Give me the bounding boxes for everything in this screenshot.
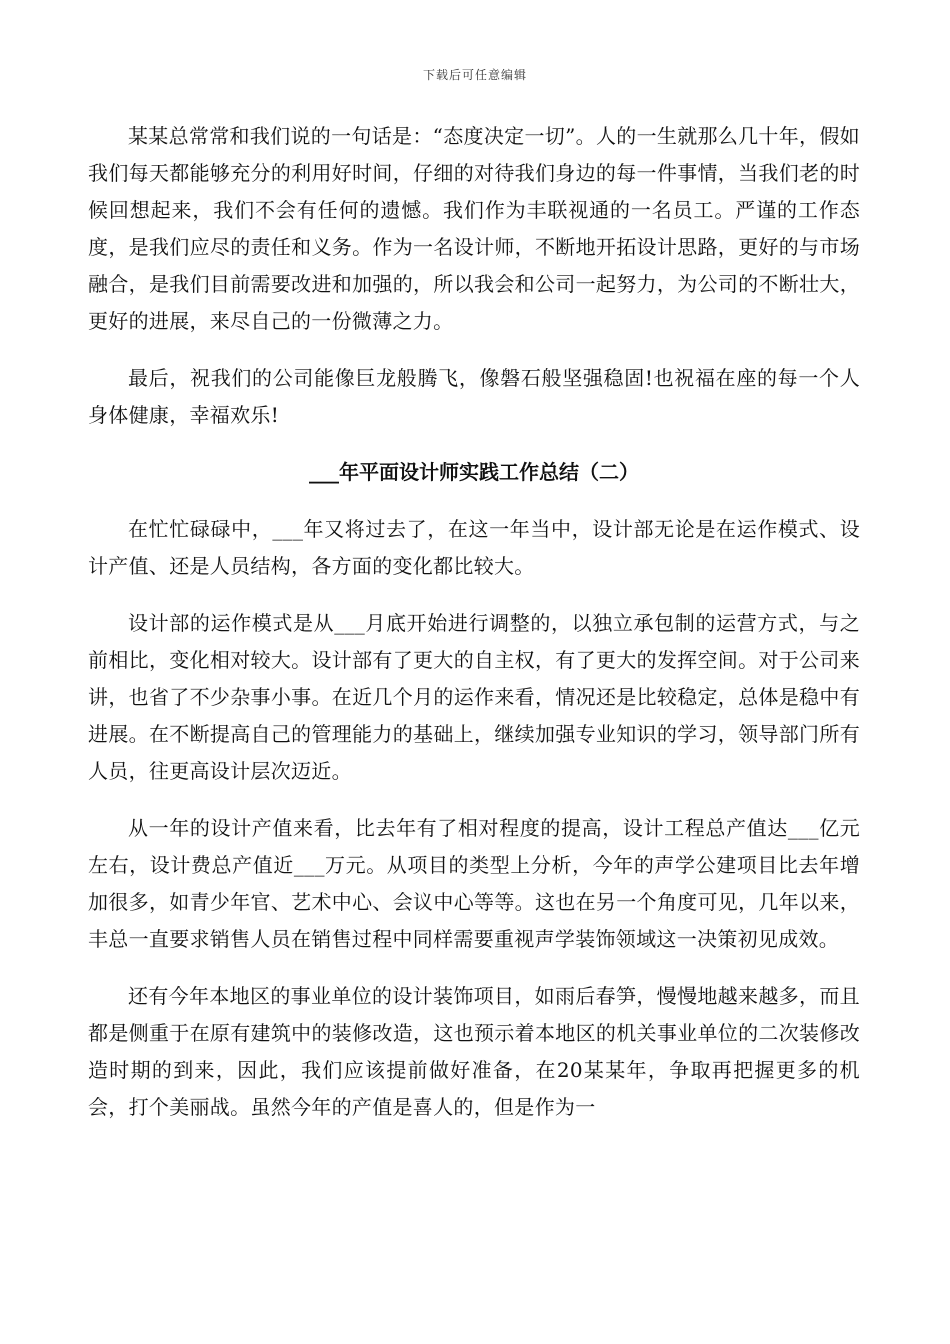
page-header: 下载后可任意编辑 bbox=[422, 68, 527, 82]
document-body bbox=[88, 118, 860, 1146]
paragraph-attitude: 某某总常常和我们说的一句话是：“态度决定一切”。人的一生就那么几十年，假如我们每天都能够充分的利用好时间，仔细的对待我们身边的每一件事情，当我们老的时候回想起来，我们不会有任何的遗憾。我们作为丰联视通的一名员工。严谨的工作态度，是我们应尽的责任和义务。作为一名设计师，不断地开拓设计思路，更好的与市场融合，是我们目前需要改进和加强的，所以我会和公司一起努力，为公司的不断壮大，更好的进展，来尽自己的一份微薄之力。 bbox=[88, 124, 860, 333]
section-title: ___年平面设计师实践工作总结（二） bbox=[309, 460, 639, 484]
paragraph-public-projects: 还有今年本地区的事业单位的设计装饰项目，如雨后春笋，慢慢地越来越多，而且都是侧重于在原有建筑中的装修改造，这也预示着本地区的机关事业单位的二次装修改造时期的到来，因此，我们应该提前做好准备，在20某某年，争取再把握更多的机会，打个美丽战。虽然今年的产值是喜人的，但是作为一 bbox=[88, 984, 860, 1119]
paragraph-operation-mode: 设计部的运作模式是从___月底开始进行调整的，以独立承包制的运营方式，与之前相比，变化相对较大。设计部有了更大的自主权，有了更大的发挥空间。对于公司来讲，也省了不少杂事小事。在近几个月的运作来看，情况还是比较稳定，总体是稳中有进展。在不断提高自己的管理能力的基础上，继续加强专业知识的学习，领导部门所有人员，往更高设计层次迈近。 bbox=[88, 611, 860, 783]
paragraph-output-value: 从一年的设计产值来看，比去年有了相对程度的提高，设计工程总产值达___亿元左右，设计费总产值近___万元。从项目的类型上分析，今年的声学公建项目比去年增加很多，如青少年官、艺术中心、会议中心等等。这也在另一个角度可见，几年以来，丰总一直要求销售人员在销售过程中同样需要重视声学装饰领域这一决策初见成效。 bbox=[88, 816, 860, 951]
paragraph-intro: 在忙忙碌碌中，___年又将过去了，在这一年当中，设计部无论是在运作模式、设计产值、还是人员结构，各方面的变化都比较大。 bbox=[88, 517, 860, 578]
paragraph-blessing: 最后，祝我们的公司能像巨龙般腾飞，像磐石般坚强稳固!也祝福在座的每一个人身体健康，幸福欢乐! bbox=[88, 366, 860, 427]
